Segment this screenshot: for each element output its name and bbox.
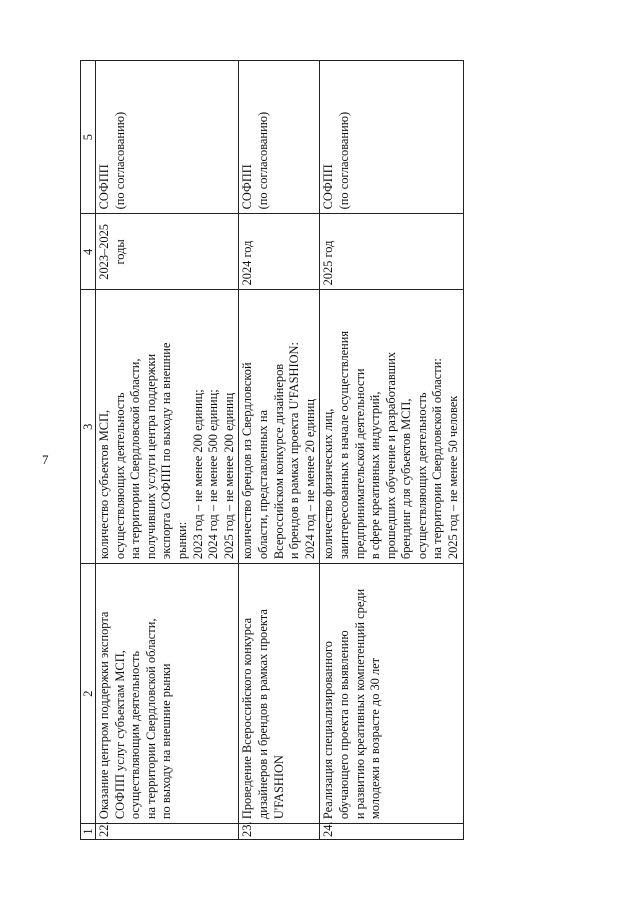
column-header-3: 3 <box>81 290 96 564</box>
table-row <box>320 61 463 840</box>
indicator-line: 2023 год – не менее 200 единиц; <box>190 389 205 560</box>
indicator-line: количество физических лиц, <box>321 408 336 560</box>
indicator-line: 2025 год – не менее 50 человек <box>446 395 461 560</box>
row-number: 23. <box>239 824 320 840</box>
column-header-4: 4 <box>81 214 96 290</box>
event-line: Реализация специализированного <box>321 641 336 820</box>
indicator-line: 2024 год – не менее 500 единиц; <box>206 389 221 560</box>
document-table-rotated <box>80 60 640 840</box>
indicator-line: экспорта СОФПП по выходу на внешние <box>159 342 174 560</box>
indicator-line: брендинг для субъектов МСП, <box>399 398 414 560</box>
page-number: 7 <box>42 452 49 467</box>
period-cell <box>96 214 239 290</box>
indicator-cell <box>320 290 463 564</box>
period-line: годы <box>112 239 127 265</box>
executor-cell <box>96 61 239 214</box>
event-line: дизайнеров и брендов в рамках проекта <box>255 609 270 820</box>
period-line: 2025 год <box>321 240 336 286</box>
document-table-wrapper <box>80 60 640 837</box>
period-cell <box>320 214 463 290</box>
indicator-cell <box>96 290 239 564</box>
indicator-line: прошедших обучение и разработавших <box>383 351 398 560</box>
plan-table <box>80 60 464 840</box>
executor-line: (по согласованию) <box>255 111 270 210</box>
indicator-line: Всероссийском конкурсе дизайнеров <box>271 363 286 560</box>
event-line: и развитию креативных компетенций среди <box>352 588 367 820</box>
event-cell <box>239 564 320 824</box>
indicator-line: предпринимательской деятельности <box>352 368 367 560</box>
indicator-line: в сфере креативных индустрий, <box>368 391 383 560</box>
indicator-line: области, представленных на <box>255 410 270 560</box>
column-header-1: 1 <box>81 824 96 840</box>
period-cell <box>239 214 320 290</box>
indicator-line: на территории Свердловской области: <box>430 358 445 560</box>
event-line: СОФПП услуг субъектам МСП, <box>112 650 127 820</box>
row-number: 24. <box>320 824 463 840</box>
indicator-line: осуществляющих деятельность <box>414 392 429 560</box>
row-number: 22. <box>96 824 239 840</box>
executor-line: СОФПП <box>97 164 111 210</box>
executor-line: СОФПП <box>321 164 336 210</box>
event-line: молодежи в возрасте до 30 лет <box>368 657 383 820</box>
executor-cell <box>320 61 463 214</box>
executor-line: (по согласованию) <box>112 111 127 210</box>
column-header-2: 2 <box>81 564 96 824</box>
executor-cell <box>239 61 320 214</box>
period-line: 2023–2025 <box>97 223 111 280</box>
event-line: по выходу на внешние рынки <box>159 663 174 820</box>
indicator-line: количество субъектов МСП, <box>97 409 111 560</box>
column-header-5: 5 <box>81 61 96 214</box>
table-row <box>239 61 320 840</box>
event-cell <box>96 564 239 824</box>
indicator-line: и брендов в рамках проекта U'FASHION: <box>287 342 302 560</box>
event-cell <box>320 564 463 824</box>
executor-line: СОФПП <box>240 164 255 210</box>
period-line: 2024 год <box>240 240 255 286</box>
indicator-line: 2025 год – не менее 200 единиц <box>221 392 236 560</box>
indicator-line: рынки: <box>174 521 189 560</box>
indicator-line: получивших услуги центра поддержки <box>143 353 158 560</box>
indicator-line: осуществляющих деятельность <box>112 392 127 560</box>
header-row <box>81 61 96 840</box>
indicator-line: заинтересованных в начале осуществления <box>336 330 351 560</box>
table-row <box>96 61 239 840</box>
event-line: на территории Свердловской области, <box>143 618 158 820</box>
event-line: Оказание центром поддержки экспорта <box>97 611 111 820</box>
event-line: Проведение Всероссийского конкурса <box>240 617 255 820</box>
indicator-line: на территории Свердловской области, <box>128 358 143 560</box>
indicator-line: 2024 год – не менее 20 единиц <box>302 398 317 560</box>
executor-line: (по согласованию) <box>336 111 351 210</box>
indicator-cell <box>239 290 320 564</box>
event-line: U'FASHION <box>271 755 286 820</box>
event-line: обучающего проекта по выявлению <box>336 630 351 820</box>
event-line: осуществляющим деятельность <box>128 650 143 820</box>
indicator-line: количество брендов из Свердловской <box>240 362 255 560</box>
